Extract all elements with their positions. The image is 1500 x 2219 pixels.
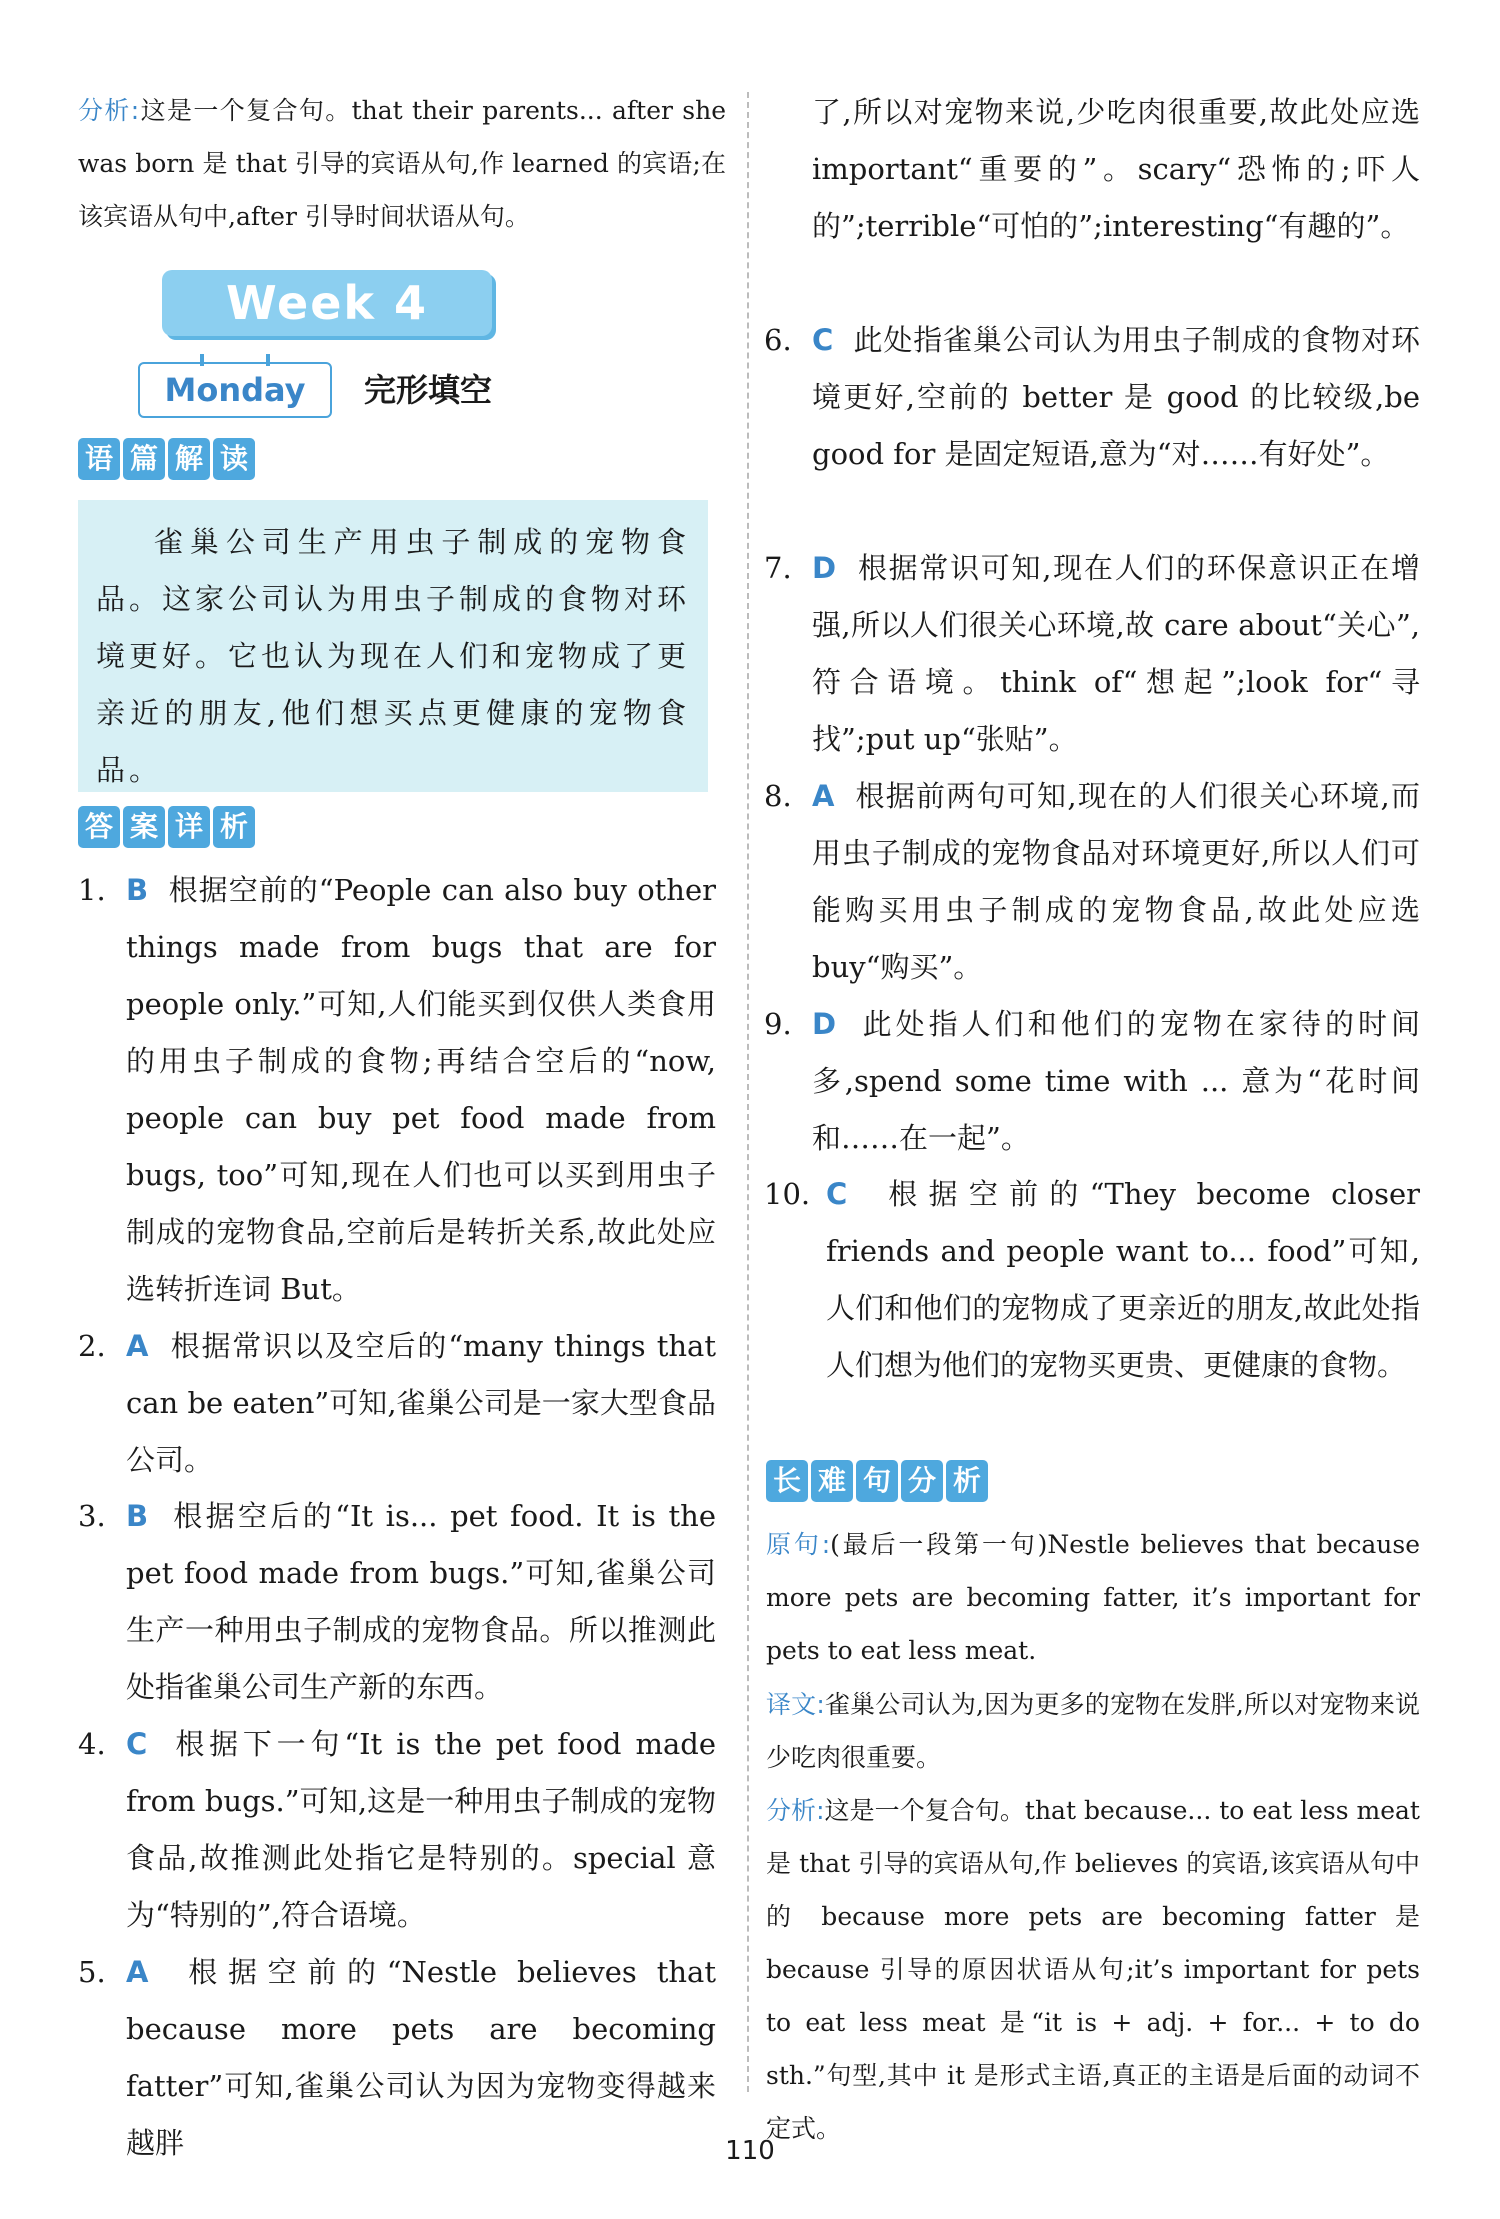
tag-answers — [78, 806, 255, 848]
answer-letter: C — [812, 323, 834, 357]
tag-char: 难 — [811, 1460, 853, 1502]
answer-letter: A — [812, 779, 835, 813]
original-label: 原句: — [766, 1530, 831, 1559]
summary-text: 雀巢公司生产用虫子制成的宠物食品。这家公司认为用虫子制成的食物对环境更好。它也认为现在人们和宠物成了更亲近的朋友,他们想买点更健康的宠物食品。 — [96, 525, 691, 787]
answer-letter: C — [826, 1177, 848, 1211]
answer-item — [78, 862, 716, 1318]
analysis-label: 分析: — [766, 1796, 825, 1825]
tag-char: 案 — [123, 806, 165, 848]
answer-number: 6. — [764, 323, 792, 357]
answer-text: 此处指人们和他们的宠物在家待的时间多,spend some time with ... 意为“花时间和……在一起”。 — [812, 1007, 1420, 1155]
answer-number: 7. — [764, 551, 792, 585]
long-sentence-analysis — [766, 1784, 1420, 2155]
long-sentence-translation — [766, 1678, 1420, 1784]
section-title: 完形填空 — [364, 371, 493, 409]
answer-number: 4. — [78, 1727, 106, 1761]
top-analysis — [78, 84, 726, 243]
answer-text: 根据常识可知,现在人们的环保意识正在增强,所以人们很关心环境,故 care about“关心”,符合语境。think of“想起”;look for“寻找”;put up“张贴”。 — [812, 551, 1420, 756]
tag-char: 解 — [168, 438, 210, 480]
answer-letter: C — [126, 1727, 148, 1761]
answer-letter: A — [126, 1955, 149, 1989]
day-label-box — [138, 362, 332, 418]
long-sentence-original — [766, 1518, 1420, 1677]
answer-item — [78, 1318, 716, 1489]
translation-label: 译文: — [766, 1690, 825, 1719]
original-text: (最后一段第一句)Nestle believes that because more pets are becoming fatter, it’s important for pets to eat less meat. — [766, 1530, 1420, 1665]
answer-text: 根据空前的“Nestle believes that because more pets are becoming fatter”可知,雀巢公司认为因为宠物变得越来越胖 — [126, 1955, 716, 2160]
tag-long-sentence — [766, 1460, 988, 1502]
tag-char: 语 — [78, 438, 120, 480]
tag-char: 长 — [766, 1460, 808, 1502]
tag-char: 详 — [168, 806, 210, 848]
answer-number: 10. — [764, 1177, 811, 1211]
answer-text: 根据空前的“People can also buy other things made from bugs that are for people only.”可知,人们能买到仅供人类食用的用虫子制成的食物;再结合空后的“now, people can buy pet food made from bugs, too”可知,现在人们也可以买到用虫子制成的宠物食品,空前后是转折关系,故此处应选转折连词 But。 — [126, 873, 717, 1306]
answer-letter: D — [812, 1007, 837, 1041]
answer-letter: B — [126, 873, 149, 907]
answer-text: 根据前两句可知,现在的人们很关心环境,而用虫子制成的宠物食品对环境更好,所以人们可能购买用虫子制成的宠物食品,故此处应选 buy“购买”。 — [812, 779, 1421, 984]
answer-item — [764, 312, 1420, 483]
answer-number: 3. — [78, 1499, 106, 1533]
tag-char: 答 — [78, 806, 120, 848]
answer-letter: B — [126, 1499, 149, 1533]
week-title: Week 4 — [225, 276, 429, 330]
answer-number: 2. — [78, 1329, 106, 1363]
answer-item — [764, 768, 1420, 996]
week-banner — [162, 270, 492, 336]
tag-char: 读 — [213, 438, 255, 480]
tag-char: 析 — [213, 806, 255, 848]
day-label: Monday — [164, 371, 306, 409]
page-number: 110 — [725, 2136, 775, 2166]
tag-char: 分 — [901, 1460, 943, 1502]
answer-item — [764, 540, 1420, 768]
answer-number: 8. — [764, 779, 792, 813]
answer-5-continuation: 了,所以对宠物来说,少吃肉很重要,故此处应选 important“重要的”。scary“恐怖的;吓人的”;terrible“可怕的”;interesting“有趣的”。 — [812, 95, 1420, 243]
answer-letter: D — [812, 551, 837, 585]
analysis-text: 这是一个复合句。that their parents... after she was born 是 that 引导的宾语从句,作 learned 的宾语;在该宾语从句中,after 引导时间状语从句。 — [78, 96, 726, 231]
tag-char: 句 — [856, 1460, 898, 1502]
answer-text: 根据空后的“It is... pet food. It is the pet food made from bugs.”可知,雀巢公司生产一种用虫子制成的宠物食品。所以推测此处指雀巢公司生产新的东西。 — [126, 1499, 717, 1704]
answer-number: 5. — [78, 1955, 106, 1989]
analysis-label: 分析: — [78, 96, 140, 125]
column-divider — [747, 92, 749, 2092]
answer-text: 根据下一句“It is the pet food made from bugs.”可知,这是一种用虫子制成的宠物食品,故推测此处指它是特别的。special 意为“特别的”,符合语境。 — [126, 1727, 716, 1932]
answer-letter: A — [126, 1329, 149, 1363]
answer-number: 1. — [78, 873, 106, 907]
tag-char: 篇 — [123, 438, 165, 480]
answer-item — [764, 996, 1420, 1167]
tag-reading — [78, 438, 255, 480]
tag-char: 析 — [946, 1460, 988, 1502]
answer-number: 9. — [764, 1007, 792, 1041]
answer-text: 根据空前的“They become closer friends and people want to... food”可知,人们和他们的宠物成了更亲近的朋友,故此处指人们想为他们的宠物买更贵、更健康的食物。 — [826, 1177, 1420, 1382]
answer-item — [764, 1166, 1420, 1394]
answer-item — [78, 1488, 716, 1716]
answer-item — [78, 1716, 716, 1944]
answer-text: 此处指雀巢公司认为用虫子制成的食物对环境更好,空前的 better 是 good 的比较级,be good for 是固定短语,意为“对……有好处”。 — [812, 323, 1420, 471]
summary-box — [78, 500, 708, 792]
analysis-text: 这是一个复合句。that because... to eat less meat 是 that 引导的宾语从句,作 believes 的宾语,该宾语从句中的 because more pets are becoming fatter 是 because 引导的原因状语从句;it’s important for pets to eat less meat 是“it is + adj. + for... + to do sth.”句型,其中 it 是形式主语,真正的主语是后面的动词不定式。 — [766, 1796, 1420, 2143]
translation-text: 雀巢公司认为,因为更多的宠物在发胖,所以对宠物来说少吃肉很重要。 — [766, 1690, 1420, 1772]
answer-text: 根据常识以及空后的“many things that can be eaten”可知,雀巢公司是一家大型食品公司。 — [126, 1329, 717, 1477]
